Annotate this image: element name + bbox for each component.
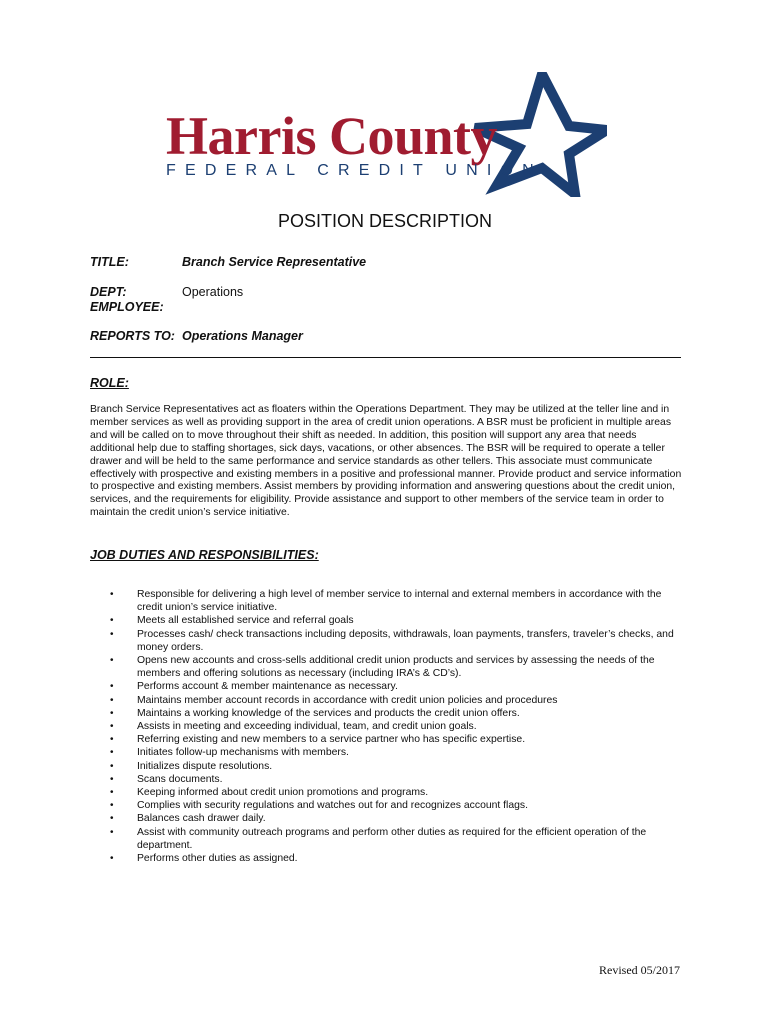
list-item: • Balances cash drawer daily. (107, 812, 682, 825)
list-item: • Processes cash/ check transactions including deposits, withdrawals, loan payments, transfers, traveler’s checks, and money orders. (107, 628, 682, 654)
employee-label: EMPLOYEE: (90, 300, 164, 314)
list-item: • Assists in meeting and exceeding individual, team, and credit union goals. (107, 720, 682, 733)
list-item: • Maintains a working knowledge of the services and products the credit union offers. (107, 707, 682, 720)
list-item: • Scans documents. (107, 773, 682, 786)
list-item: • Performs other duties as assigned. (107, 852, 682, 865)
revised-date: Revised 05/2017 (599, 963, 680, 977)
list-item: • Initiates follow-up mechanisms with members. (107, 746, 682, 759)
list-item: • Opens new accounts and cross-sells additional credit union products and services by assessing the needs of the members and offering solutions as necessary (including IRA’s & CD’s). (107, 654, 682, 680)
document-title: POSITION DESCRIPTION (277, 211, 493, 231)
list-item: • Keeping informed about credit union promotions and programs. (107, 786, 682, 799)
reports-to-value: Operations Manager (182, 329, 303, 343)
list-item: • Initializes dispute resolutions. (107, 760, 682, 773)
logo-name: Harris County (166, 106, 497, 166)
role-heading: ROLE: (90, 376, 129, 390)
role-paragraph: Branch Service Representatives act as floaters within the Operations Department. They may be utilized at the teller line and in member services as well as providing support in the area of credit union operations. A BSR must be proficient in multiple areas and will be called on to move throughout their shift as needed. In addition, this position will support any area that needs additional help due to staffing shortages, sick days, vacations, or other absences. The BSR will be required to operate a teller drawer and will be held to the same performance and service standards as other tellers. This associate must communicate effectively with prospective and existing members in a positive and professional manner. Provide product and service information to prospective and existing members. Assist members by providing information and answering questions about the credit union, services, and the requirements for eligibility. Provide assistance and support to other members of the service team in order to maintain the credit union’s service initiative. (90, 404, 682, 519)
title-value: Branch Service Representative (182, 255, 367, 269)
list-item: • Responsible for delivering a high level of member service to internal and external members in accordance with the credit union’s service initiative. (107, 588, 682, 614)
list-item: • Maintains member account records in accordance with credit union policies and procedures (107, 694, 682, 707)
duties-heading: JOB DUTIES AND RESPONSIBILITIES: (90, 548, 319, 562)
list-item: • Assist with community outreach programs and perform other duties as required for the efficient operation of the department. (107, 826, 682, 852)
list-item: • Performs account & member maintenance as necessary. (107, 680, 682, 693)
reports-to-label: REPORTS TO: (90, 329, 175, 343)
title-label: TITLE: (90, 255, 129, 269)
dept-label: DEPT: (90, 285, 127, 299)
duties-list (107, 588, 682, 865)
dept-value: Operations (182, 285, 244, 299)
section-divider (90, 357, 681, 358)
list-item: • Referring existing and new members to a service partner who has specific expertise. (107, 733, 682, 746)
logo-subtitle: FEDERAL CREDIT UNION (166, 162, 543, 179)
list-item: • Meets all established service and referral goals (107, 614, 682, 627)
list-item: • Complies with security regulations and watches out for and recognizes account flags. (107, 799, 682, 812)
harris-county-logo (162, 72, 612, 197)
